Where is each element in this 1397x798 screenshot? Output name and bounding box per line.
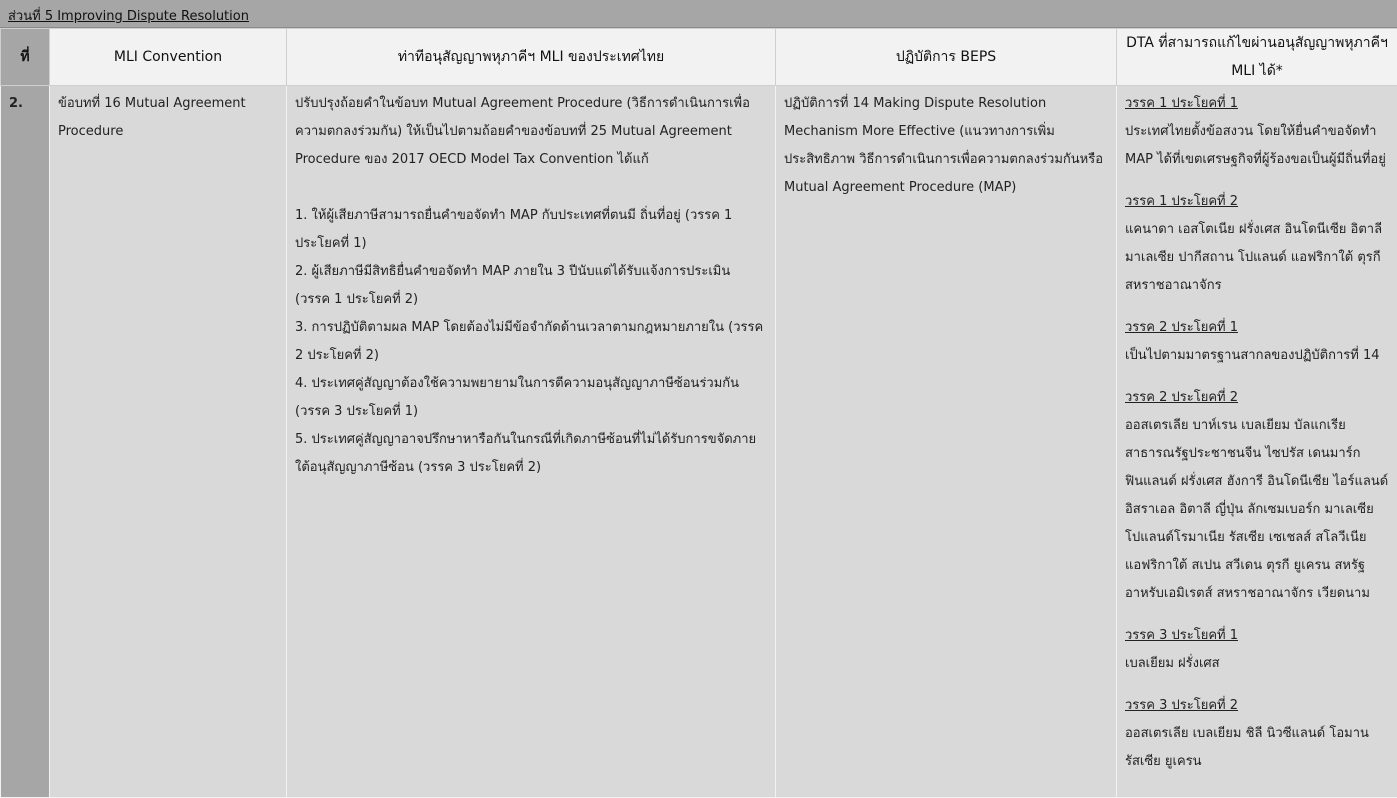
dta-paragraph-heading: วรรค 3 ประโยคที่ 1: [1125, 628, 1238, 643]
dta-paragraph-text: เบลเยียม ฝรั่งเศส: [1125, 656, 1220, 671]
dta-paragraph-text: แคนาดา เอสโตเนีย ฝรั่งเศส อินโดนีเซีย อิตาลี มาเลเซีย ปากีสถาน โปแลนด์ แอฟริกาใต้ ตุรกี สหราชอาณาจักร: [1125, 222, 1383, 293]
dta-block: [1125, 692, 1389, 776]
paragraph-gap: [295, 174, 767, 202]
dta-block: [1125, 188, 1389, 300]
mli-table: [0, 28, 1397, 798]
dta-paragraph-heading: วรรค 2 ประโยคที่ 2: [1125, 390, 1238, 405]
thai-position-item-4: 4. ประเทศคู่สัญญาต้องใช้ความพยายามในการตีความอนุสัญญาภาษีซ้อนร่วมกัน (วรรค 3 ประโยคที่ 1): [295, 376, 740, 419]
header-dta: DTA ที่สามารถแก้ไขผ่านอนุสัญญาพหุภาคีฯ MLI ได้*: [1117, 29, 1397, 86]
thai-position-item-2: 2. ผู้เสียภาษีมีสิทธิยื่นคำขอจัดทำ MAP ภายใน 3 ปีนับแต่ได้รับแจ้งการประเมิน (วรรค 1 ประโยคที่ 2): [295, 264, 731, 307]
dta-paragraph-text: เป็นไปตามมาตรฐานสากลของปฏิบัติการที่ 14: [1125, 348, 1380, 363]
mli-article-cell: ข้อบทที่ 16 Mutual Agreement Procedure: [50, 86, 287, 798]
dta-paragraph-heading: วรรค 1 ประโยคที่ 1: [1125, 96, 1238, 111]
dta-block: [1125, 622, 1389, 678]
thai-position-item-3: 3. การปฏิบัติตามผล MAP โดยต้องไม่มีข้อจำกัดด้านเวลาตามกฎหมายภายใน (วรรค 2 ประโยคที่ 2): [295, 320, 764, 363]
row-number: 2.: [1, 86, 50, 798]
header-mli-convention: MLI Convention: [50, 29, 287, 86]
thai-position-item-1: 1. ให้ผู้เสียภาษีสามารถยื่นคำขอจัดทำ MAP กับประเทศที่ตนมี ถิ่นที่อยู่ (วรรค 1 ประโยคที่ 1): [295, 208, 733, 251]
header-thai-position: ท่าทีอนุสัญญาพหุภาคีฯ MLI ของประเทศไทย: [287, 29, 776, 86]
header-beps: ปฏิบัติการ BEPS: [776, 29, 1117, 86]
thai-position-item-5: 5. ประเทศคู่สัญญาอาจปรึกษาหารือกันในกรณีที่เกิดภาษีซ้อนที่ไม่ได้รับการขจัดภายใต้อนุสัญญาภาษีซ้อน (วรรค 3 ประโยคที่ 2): [295, 432, 757, 475]
dta-cell: [1117, 86, 1397, 798]
thai-position-intro: ปรับปรุงถ้อยคำในข้อบท Mutual Agreement Procedure (วิธีการดำเนินการเพื่อความตกลงร่วมกัน) ให้เป็นไปตามถ้อยคำของข้อบทที่ 25 Mutual Agreement Procedure ของ 2017 OECD Model Tax Convention ได้แก้: [295, 96, 750, 167]
dta-paragraph-text: ออสเตรเลีย บาห์เรน เบลเยียม บัลแกเรีย สาธารณรัฐประชาชนจีน ไซปรัส เดนมาร์ก ฟินแลนด์ ฝรั่งเศส ฮังการี อินโดนีเซีย ไอร์แลนด์ อิสราเอล อิตาลี ญี่ปุ่น ลักเซมเบอร์ก มาเลเซีย โปแลนด์โรมาเนีย รัสเซีย เซเชลส์ สโลวีเนีย แอฟริกาใต้ สเปน สวีเดน ตุรกี ยูเครน สหรัฐอาหรับเอมิเรตส์ สหราชอาณาจักร เวียดนาม: [1125, 418, 1389, 601]
section-title: ส่วนที่ 5 Improving Dispute Resolution: [8, 9, 249, 24]
beps-action-cell: ปฏิบัติการที่ 14 Making Dispute Resolution Mechanism More Effective (แนวทางการเพิ่มประสิทธิภาพ วิธีการดำเนินการเพื่อความตกลงร่วมกันหรือ Mutual Agreement Procedure (MAP): [776, 86, 1117, 798]
dta-paragraph-text: ออสเตรเลีย เบลเยียม ชิลี นิวซีแลนด์ โอมาน รัสเซีย ยูเครน: [1125, 726, 1369, 769]
dta-block: [1125, 384, 1389, 608]
header-no: ที่: [1, 29, 50, 86]
table-row: [1, 86, 1397, 798]
dta-block: [1125, 314, 1389, 370]
section-title-bar: [0, 0, 1397, 28]
dta-paragraph-heading: วรรค 1 ประโยคที่ 2: [1125, 194, 1238, 209]
thai-position-cell: [287, 86, 776, 798]
header-row: [1, 29, 1397, 86]
dta-paragraph-heading: วรรค 3 ประโยคที่ 2: [1125, 698, 1238, 713]
dta-paragraph-text: ประเทศไทยตั้งข้อสงวน โดยให้ยื่นคำขอจัดทำ MAP ได้ที่เขตเศรษฐกิจที่ผู้ร้องขอเป็นผู้มีถิ่นที่อยู่: [1125, 124, 1386, 167]
dta-paragraph-heading: วรรค 2 ประโยคที่ 1: [1125, 320, 1238, 335]
dta-block: [1125, 90, 1389, 174]
